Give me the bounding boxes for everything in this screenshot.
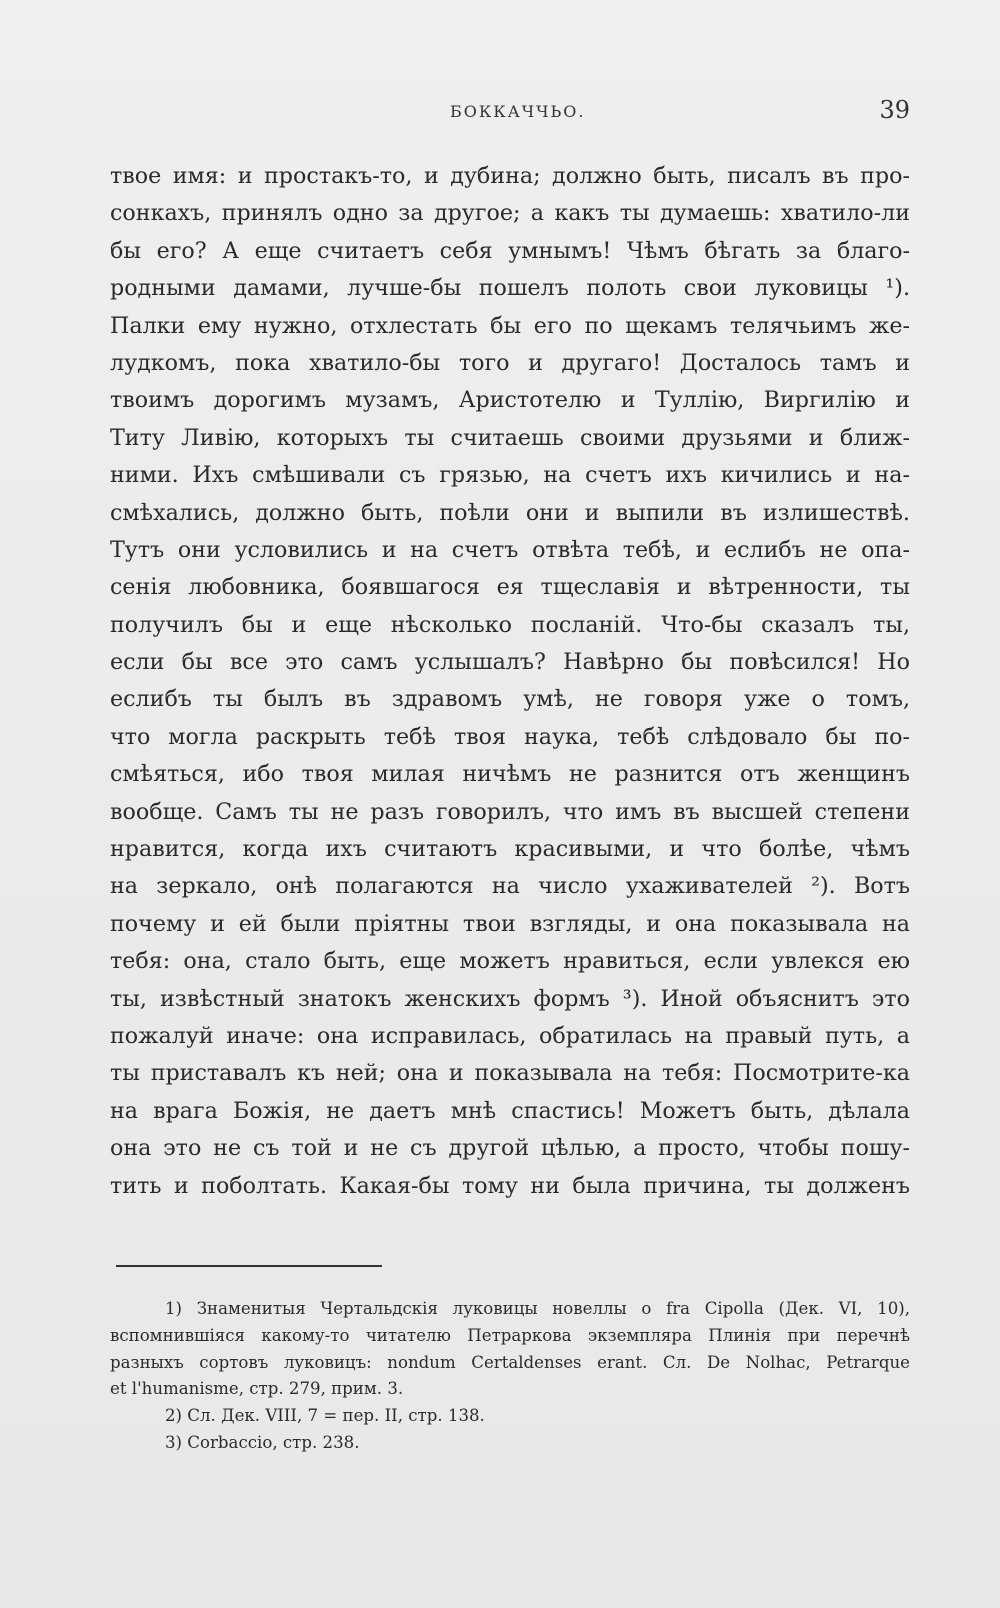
text-line: твоимъ дорогимъ музамъ, Аристотелю и Туллію, Виргилію и	[110, 387, 910, 414]
text-line: ты приставалъ къ ней; она и показывала на тебя: Посмотрите-ка	[110, 1060, 910, 1087]
footnotes	[110, 1296, 910, 1457]
text-line: почему и ей были пріятны твои взгляды, и она показывала на	[110, 910, 910, 937]
text-line: пожалуй иначе: она исправилась, обратилась на правый путь, а	[110, 1022, 910, 1049]
body-text	[110, 158, 910, 1205]
footnote-1-continued: et l'humanisme, стр. 279, прим. 3.	[110, 1379, 404, 1399]
text-line: тебя: она, стало быть, еще можетъ нравиться, если увлекся ею	[110, 948, 910, 975]
footnote-2: 2) Сл. Дек. VIII, 7 = пер. II, стр. 138.	[165, 1406, 485, 1426]
footnote-1-continued: разныхъ сортовъ луковицъ: nondum Certaldenses erant. Cл. De Nolhac, Petrarque	[110, 1352, 910, 1372]
text-line: лудкомъ, пока хватило-бы того и другаго! Досталось тамъ и	[110, 349, 910, 376]
text-line: Палки ему нужно, отхлестать бы его по щекамъ телячьимъ же-	[110, 312, 910, 339]
text-line: на врага Божія, не даетъ мнѣ спастись! Можетъ быть, дѣлала	[110, 1097, 910, 1124]
text-line: сонкахъ, принялъ одно за другое; а какъ ты думаешь: хватило-ли	[110, 200, 910, 227]
footnote-3: 3) Corbaccio, стр. 238.	[165, 1432, 360, 1452]
footnote-1-continued: вспомнившіяся какому-то читателю Петраркова экземпляра Плинія при перечнѣ	[110, 1325, 910, 1345]
text-line: еслибъ ты былъ въ здравомъ умѣ, не говоря уже о томъ,	[110, 686, 910, 713]
text-line: тить и поболтать. Какая-бы тому ни была причина, ты долженъ	[110, 1172, 910, 1199]
text-line: Тутъ они условились и на счетъ отвѣта тебѣ, и еслибъ не опа-	[110, 536, 910, 563]
text-line: что могла раскрыть тебѣ твоя наука, тебѣ слѣдовало бы по-	[110, 723, 910, 750]
text-line: нравится, когда ихъ считаютъ красивыми, и что болѣе, чѣмъ	[110, 836, 910, 863]
footnote-1: 1) Знаменитыя Чертальдскія луковицы новеллы о fra Cipolla (Дек. VI, 10),	[165, 1299, 910, 1318]
text-line: бы его? А еще считаетъ себя умнымъ! Чѣмъ бѣгать за благо-	[110, 237, 910, 264]
text-line: на зеркало, онѣ полагаются на число ухаживателей ²). Вотъ	[110, 873, 910, 900]
text-line: смѣяться, ибо твоя милая ничѣмъ не разнится отъ женщинъ	[110, 761, 910, 788]
text-line: ними. Ихъ смѣшивали съ грязью, на счетъ ихъ кичились и на-	[110, 462, 910, 489]
text-line: если бы все это самъ услышалъ? Навѣрно бы повѣсился! Но	[110, 649, 910, 676]
footnote-divider	[116, 1265, 382, 1267]
text-line: сенія любовника, боявшагося ея тщеславія и вѣтренности, ты	[110, 574, 910, 601]
text-line: она это не съ той и не съ другой цѣлью, а просто, чтобы пошу-	[110, 1135, 910, 1162]
text-line: получилъ бы и еще нѣсколько посланій. Что-бы сказалъ ты,	[110, 611, 910, 638]
text-line: вообще. Самъ ты не разъ говорилъ, что имъ въ высшей степени	[110, 798, 910, 825]
text-line: смѣхались, должно быть, поѣли они и выпили въ излишествѣ.	[110, 499, 910, 526]
running-head	[110, 96, 910, 126]
text-line: родными дамами, лучше-бы пошелъ полоть свои луковицы ¹).	[110, 275, 910, 302]
text-line: Титу Ливію, которыхъ ты считаешь своими друзьями и ближ-	[110, 424, 910, 451]
text-line: твое имя: и простакъ-то, и дубина; должно быть, писалъ въ про-	[110, 163, 910, 189]
page-number: 39	[879, 96, 910, 124]
text-line: ты, извѣстный знатокъ женскихъ формъ ³). Иной объяснитъ это	[110, 985, 910, 1012]
running-title: БОККАЧЧЬО.	[450, 102, 586, 121]
